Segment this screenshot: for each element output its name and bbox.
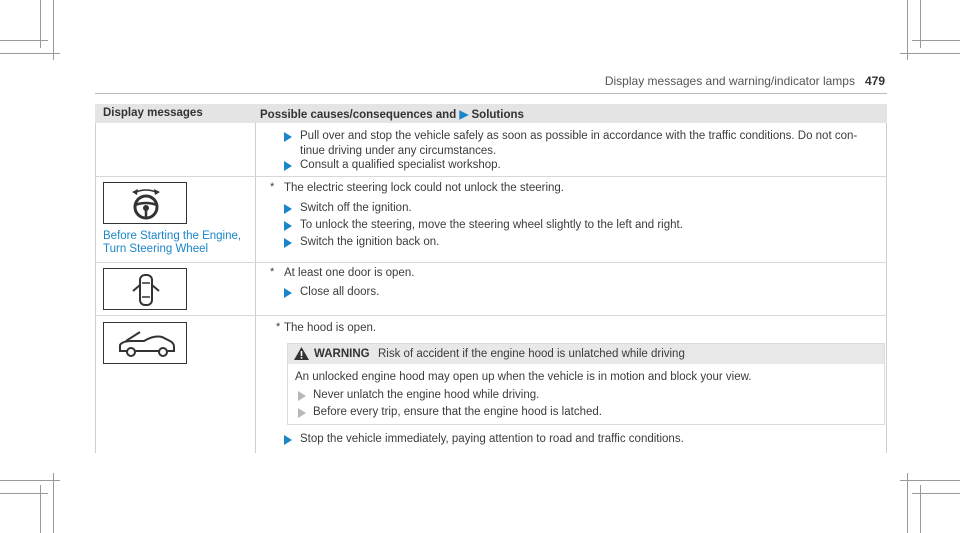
column-divider [886, 123, 887, 453]
step-text: Switch the ignition back on. [300, 236, 440, 248]
display-message-caption: Before Starting the Engine, [103, 230, 242, 242]
step-text: Pull over and stop the vehicle safely as soon as possible in accordance with the traffic conditions. Do not con- [300, 130, 858, 142]
column-divider [95, 123, 96, 453]
step-arrow-icon [298, 408, 306, 418]
step-arrow-icon [298, 391, 306, 401]
crop-mark [900, 53, 960, 54]
step-arrow-icon [284, 221, 292, 231]
warning-step: Never unlatch the engine hood while driving. [313, 389, 540, 401]
crop-mark [0, 40, 48, 41]
col-header-causes-label: Possible causes/consequences and [260, 109, 457, 121]
crop-mark [900, 480, 960, 481]
running-head [605, 74, 885, 88]
step-text: Close all doors. [300, 286, 380, 298]
hood-open-icon [103, 322, 187, 364]
warning-triangle-icon [294, 347, 309, 360]
cause-text: At least one door is open. [284, 267, 415, 279]
crop-mark [0, 493, 48, 494]
row-divider [95, 262, 887, 263]
asterisk-icon: * [270, 181, 275, 193]
warning-label: WARNING [314, 348, 370, 360]
steering-wheel-icon [103, 182, 187, 224]
cause-text: The electric steering lock could not unlock the steering. [284, 182, 564, 194]
page-number: 479 [864, 74, 885, 88]
crop-mark [53, 0, 54, 60]
step-arrow-icon [284, 161, 292, 171]
display-message-caption: Turn Steering Wheel [103, 243, 209, 255]
step-arrow-icon [284, 132, 292, 142]
step-text: Consult a qualified specialist workshop. [300, 159, 501, 171]
cause-text: The hood is open. [284, 322, 377, 334]
crop-mark [0, 480, 60, 481]
col-header-display-messages: Display messages [103, 107, 203, 119]
step-text: tinue driving under any circumstances. [300, 145, 497, 157]
crop-mark [907, 473, 908, 533]
warning-title: Risk of accident if the engine hood is unlatched while driving [378, 348, 685, 360]
header-rule [95, 93, 887, 94]
arrow-right-icon: ▶ [459, 109, 469, 121]
col-header-causes [260, 107, 524, 121]
warning-step: Before every trip, ensure that the engine hood is latched. [313, 406, 602, 418]
warning-body: An unlocked engine hood may open up when the vehicle is in motion and block your view. [295, 371, 752, 383]
running-head-title: Display messages and warning/indicator lamps [604, 74, 855, 88]
door-open-icon [103, 268, 187, 310]
step-arrow-icon [284, 435, 292, 445]
step-arrow-icon [284, 238, 292, 248]
step-text: Stop the vehicle immediately, paying attention to road and traffic conditions. [300, 433, 684, 445]
row-divider [95, 176, 887, 177]
col-header-solutions-label: Solutions [471, 109, 524, 121]
step-arrow-icon [284, 288, 292, 298]
warning-header [288, 344, 884, 364]
asterisk-icon: * [270, 266, 275, 278]
asterisk-icon: * [276, 321, 281, 333]
crop-mark [912, 40, 960, 41]
table-header [95, 104, 887, 123]
crop-mark [0, 53, 60, 54]
step-text: To unlock the steering, move the steering wheel slightly to the left and right. [300, 219, 683, 231]
crop-mark [907, 0, 908, 60]
row-divider [95, 315, 887, 316]
crop-mark [53, 473, 54, 533]
column-divider [255, 123, 256, 453]
step-text: Switch off the ignition. [300, 202, 412, 214]
crop-mark [912, 493, 960, 494]
step-arrow-icon [284, 204, 292, 214]
warning-box [287, 343, 885, 425]
